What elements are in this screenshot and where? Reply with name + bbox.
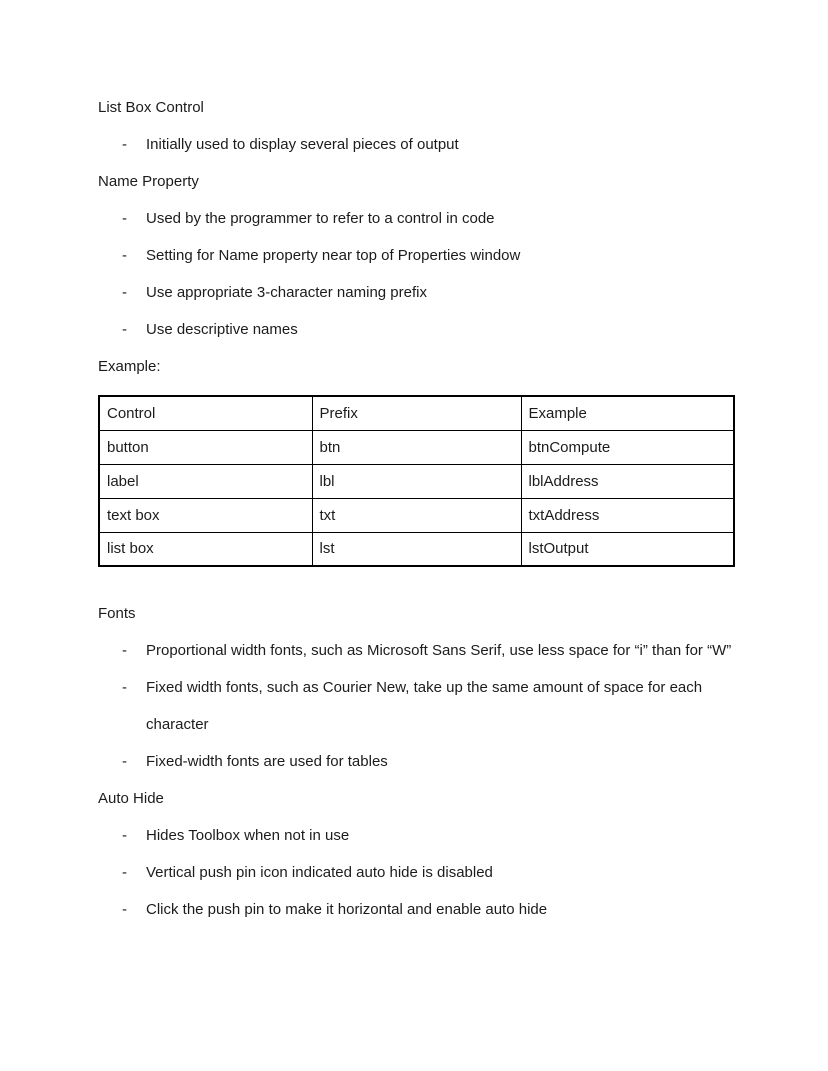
- bullet-text: Click the push pin to make it horizontal and enable auto hide: [146, 901, 548, 918]
- table-header-row: [99, 396, 734, 430]
- bullet-item: [122, 891, 732, 928]
- table-row: [99, 498, 734, 532]
- table-cell: lblAddress: [521, 464, 734, 498]
- bullet-item: [122, 200, 732, 237]
- table-cell: btn: [312, 430, 521, 464]
- bullet-marker: -: [122, 864, 127, 881]
- table-cell: btnCompute: [521, 430, 734, 464]
- table-cell: text box: [99, 498, 312, 532]
- naming-prefix-table: [98, 395, 735, 567]
- bullet-text: Hides Toolbox when not in use: [146, 827, 350, 844]
- bullet-item: [122, 274, 732, 311]
- bullet-text: Fixed width fonts, such as Courier New, take up the same amount of space for each character: [146, 679, 703, 733]
- table-cell: list box: [99, 532, 312, 566]
- table-cell: txtAddress: [521, 498, 734, 532]
- table-cell: lst: [312, 532, 521, 566]
- bullet-marker: -: [122, 321, 127, 338]
- section-heading-example: Example:: [98, 358, 161, 375]
- section-heading-list-box-control: List Box Control: [98, 99, 204, 116]
- section-heading-auto-hide: Auto Hide: [98, 790, 164, 807]
- bullet-text: Used by the programmer to refer to a control in code: [146, 210, 495, 227]
- bullet-marker: -: [122, 753, 127, 770]
- bullet-item: [122, 311, 732, 348]
- table-row: [99, 430, 734, 464]
- bullet-marker: -: [122, 284, 127, 301]
- section-heading-fonts: Fonts: [98, 605, 136, 622]
- bullet-item: [122, 632, 732, 669]
- table-header-cell: Example: [521, 396, 734, 430]
- bullet-marker: -: [122, 901, 127, 918]
- table-header-cell: Control: [99, 396, 312, 430]
- bullet-item: [122, 126, 732, 163]
- bullet-item: [122, 817, 732, 854]
- table-cell: lbl: [312, 464, 521, 498]
- bullet-text: Use appropriate 3-character naming prefix: [146, 284, 427, 301]
- bullet-marker: -: [122, 247, 127, 264]
- bullet-text: Fixed-width fonts are used for tables: [146, 753, 388, 770]
- bullet-marker: -: [122, 642, 127, 659]
- bullet-text: Proportional width fonts, such as Microsoft Sans Serif, use less space for “i” than for “W”: [146, 642, 732, 659]
- section-heading-name-property: Name Property: [98, 173, 199, 190]
- bullet-text: Vertical push pin icon indicated auto hide is disabled: [146, 864, 493, 881]
- table-row: [99, 532, 734, 566]
- table-row: [99, 464, 734, 498]
- bullet-marker: -: [122, 136, 127, 153]
- bullet-text: Use descriptive names: [146, 321, 298, 338]
- table-header-cell: Prefix: [312, 396, 521, 430]
- bullet-marker: -: [122, 679, 127, 696]
- table-cell: button: [99, 430, 312, 464]
- bullet-item: [122, 669, 732, 743]
- table-cell: txt: [312, 498, 521, 532]
- bullet-text: Setting for Name property near top of Properties window: [146, 247, 521, 264]
- bullet-item: [122, 743, 732, 780]
- bullet-item: [122, 854, 732, 891]
- bullet-marker: -: [122, 210, 127, 227]
- bullet-text: Initially used to display several pieces of output: [146, 136, 459, 153]
- bullet-marker: -: [122, 827, 127, 844]
- bullet-item: [122, 237, 732, 274]
- table-cell: lstOutput: [521, 532, 734, 566]
- table-cell: label: [99, 464, 312, 498]
